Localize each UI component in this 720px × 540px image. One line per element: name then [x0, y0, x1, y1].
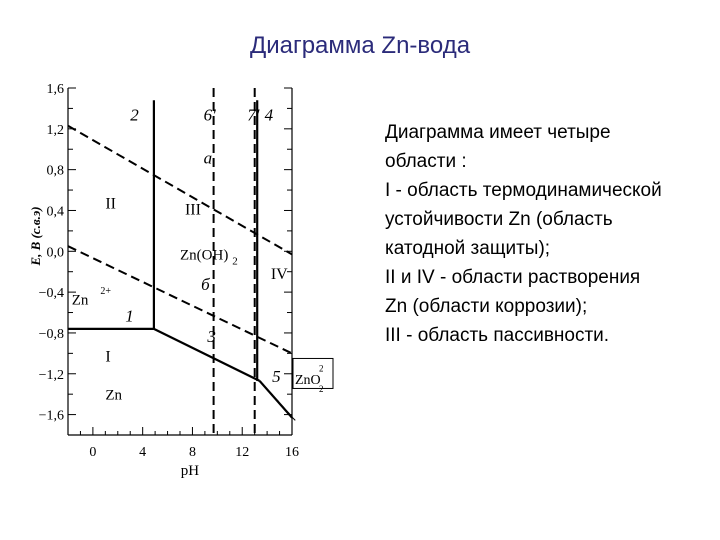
- x-tick-label: 8: [188, 445, 196, 460]
- slide-title: Диаграмма Zn-вода: [249, 32, 471, 59]
- y-tick-label: 0,4: [46, 204, 64, 220]
- x-tick-label: 4: [139, 445, 147, 460]
- x-axis-label: pH: [180, 463, 200, 479]
- species-subscript: 2: [232, 255, 238, 268]
- x-tick-label: 16: [285, 445, 299, 460]
- line-label: б: [201, 275, 210, 295]
- species-superscript: 2+: [100, 286, 111, 298]
- line-label: 3: [207, 327, 216, 347]
- line-label: 2: [130, 105, 139, 125]
- description-line: III - область пассивности.: [385, 325, 610, 346]
- species-label: Zn(OH): [180, 247, 229, 264]
- region-label: IV: [270, 265, 288, 283]
- description-line: устойчивости Zn (область: [385, 209, 613, 230]
- region-label: II: [105, 195, 116, 213]
- line-label: 6': [203, 105, 216, 125]
- y-tick-label: 1,2: [46, 122, 64, 138]
- hatch-mark: [266, 388, 273, 395]
- description-line: катодной защиты);: [385, 238, 551, 259]
- line-label: 1: [125, 306, 134, 326]
- line-label: 5: [272, 366, 281, 386]
- y-tick-label: −1,6: [38, 408, 64, 424]
- line-label: 4: [264, 105, 274, 125]
- description-line: Диаграмма имеет четыре: [385, 122, 611, 143]
- region-label: I: [105, 348, 111, 366]
- species-subscript: 2: [319, 384, 324, 395]
- x-tick-label: 12: [235, 445, 250, 460]
- y-tick-label: 0,8: [46, 163, 64, 179]
- y-axis-label: E, B (с.в.э): [28, 206, 43, 266]
- line-label: а: [203, 148, 213, 168]
- y-tick-label: 1,6: [46, 82, 64, 97]
- description-line: I - область термодинамической: [385, 180, 662, 201]
- hatch-mark: [283, 407, 290, 414]
- y-tick-label: −0,4: [38, 286, 64, 302]
- species-superscript: 2: [319, 363, 324, 374]
- description-line: области :: [385, 151, 467, 172]
- species-label: ZnO: [295, 372, 321, 388]
- hatch-mark: [277, 401, 284, 408]
- description-line: II и IV - области растворения: [385, 267, 641, 288]
- line-а: [68, 126, 292, 255]
- y-tick-label: −0,8: [38, 326, 64, 342]
- description-line: Zn (области коррозии);: [385, 296, 588, 317]
- x-tick-label: 0: [89, 445, 97, 460]
- region-label: III: [184, 201, 201, 219]
- y-tick-label: 0,0: [46, 245, 64, 261]
- line-label: 7': [247, 105, 260, 125]
- species-label: Zn: [105, 387, 123, 404]
- y-tick-label: −1,2: [38, 367, 64, 383]
- description-text: [385, 118, 710, 350]
- species-label: Zn: [71, 292, 89, 309]
- hatch-mark: [271, 394, 278, 401]
